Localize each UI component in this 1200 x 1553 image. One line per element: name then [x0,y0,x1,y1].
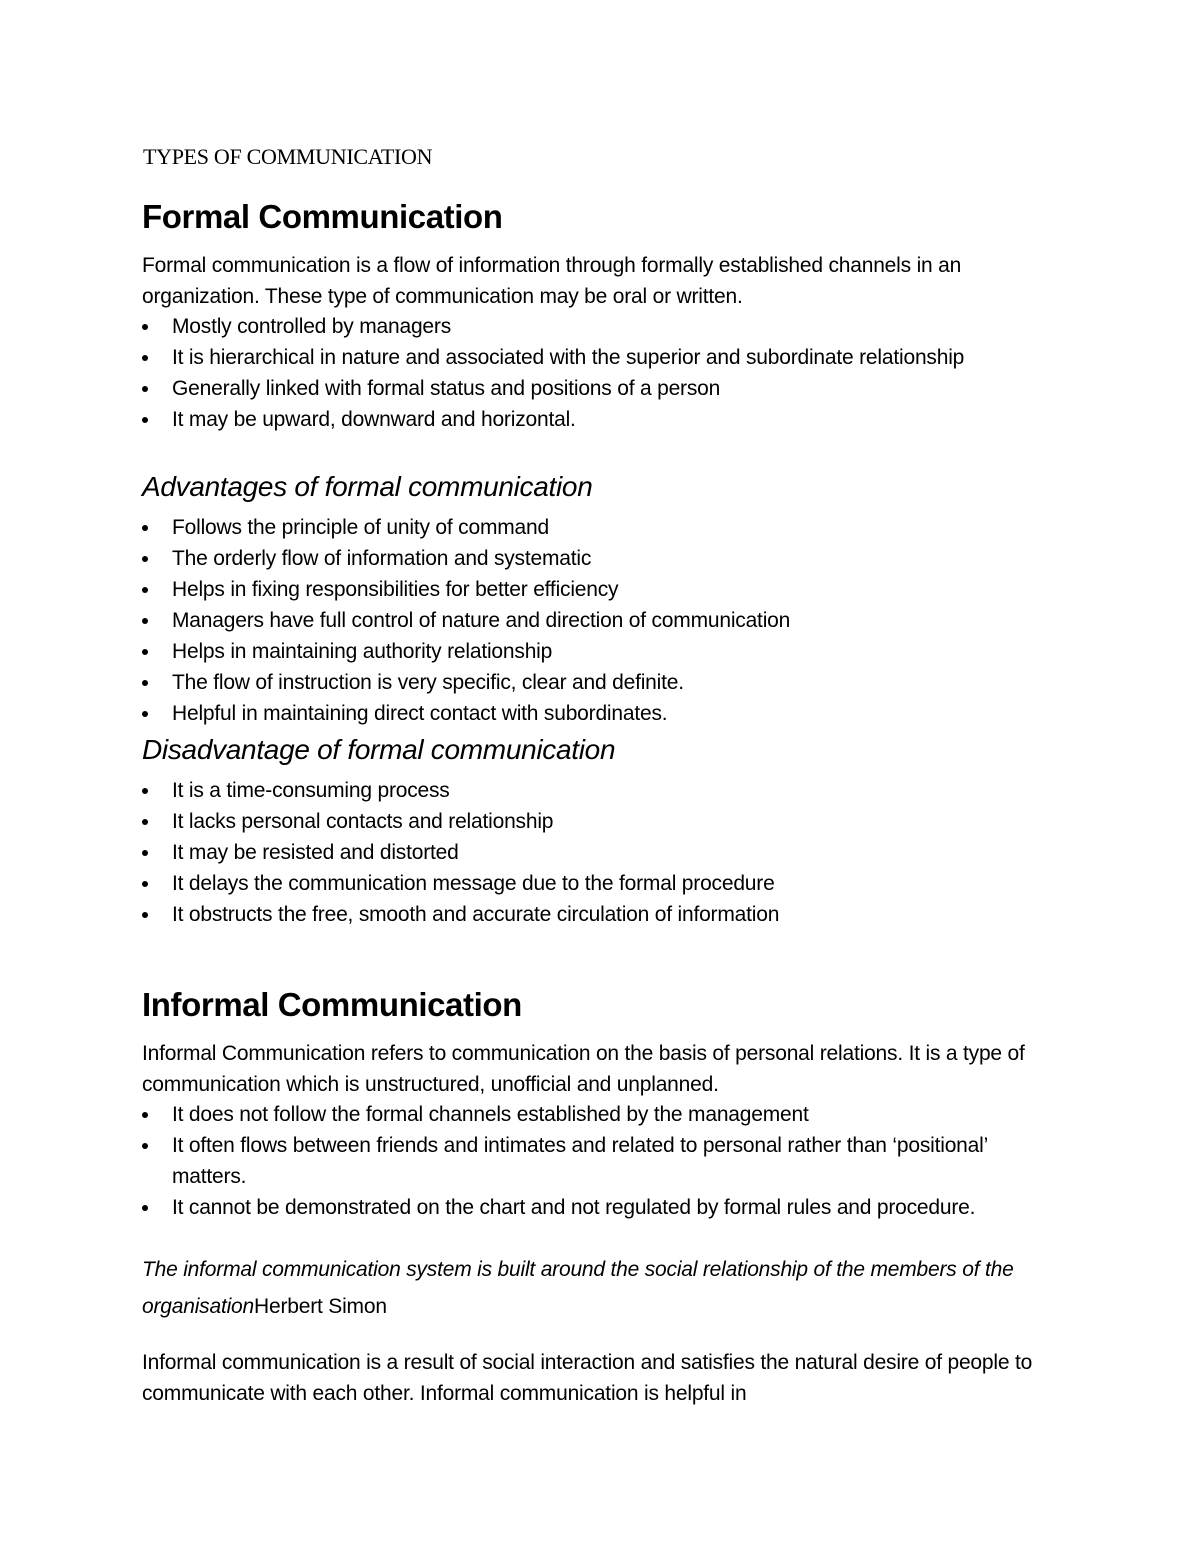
bullet-icon [142,850,148,856]
bullet-icon [142,556,148,562]
bullet-icon [142,711,148,717]
document-title: TYPES OF COMMUNICATION [143,144,433,169]
list-item: It cannot be demonstrated on the chart and not regulated by formal rules and procedure. [0,1192,1002,1223]
bullet-icon [142,417,148,423]
disadvantages-heading: Disadvantage of formal communication [142,734,616,765]
bullet-icon [142,618,148,624]
list-item: It lacks personal contacts and relationship [0,806,1002,837]
list-item: Helps in fixing responsibilities for better efficiency [0,574,1002,605]
bullet-icon [142,587,148,593]
bullet-icon [142,386,148,392]
bullet-icon [142,788,148,794]
list-item: It is a time-consuming process [0,775,1002,806]
list-item: It delays the communication message due to the formal procedure [0,868,1002,899]
list-item: It may be resisted and distorted [0,837,1002,868]
bullet-icon [142,525,148,531]
list-item: Generally linked with formal status and positions of a person [0,373,1002,404]
list-item: Helps in maintaining authority relationship [0,636,1002,667]
list-item: Follows the principle of unity of command [0,512,1002,543]
informal-intro-paragraph: Informal Communication refers to communication on the basis of personal relations. It is a type of communication which is unstructured, unofficial and unplanned. [142,1042,1025,1096]
bullet-icon [142,1143,148,1149]
bullet-icon [142,680,148,686]
advantages-list [0,512,1002,729]
bullet-icon [142,912,148,918]
list-item: It often flows between friends and intimates and related to personal rather than ‘positional’ matters. [0,1130,1002,1192]
list-item: The flow of instruction is very specific, clear and definite. [0,667,1002,698]
informal-communication-heading: Informal Communication [142,986,522,1023]
bullet-icon [142,355,148,361]
formal-intro-paragraph: Formal communication is a flow of information through formally established channels in an organization. These type of communication may be oral or written. [142,254,962,308]
list-item: Mostly controlled by managers [0,311,1002,342]
bullet-icon [142,649,148,655]
bullet-icon [142,881,148,887]
herbert-simon-quote [142,1251,1042,1325]
formal-communication-heading: Formal Communication [142,198,503,235]
bullet-icon [142,819,148,825]
quote-text: The informal communication system is built around the social relationship of the members of the organisation [142,1258,1014,1318]
disadvantages-list [0,775,1002,930]
list-item: It does not follow the formal channels established by the management [0,1099,1002,1130]
list-item: It may be upward, downward and horizontal. [0,404,1002,435]
informal-characteristics-list [0,1099,1002,1223]
list-item: The orderly flow of information and systematic [0,543,1002,574]
list-item: It is hierarchical in nature and associated with the superior and subordinate relationship [0,342,1002,373]
list-item: Helpful in maintaining direct contact with subordinates. [0,698,1002,729]
informal-closing-paragraph: Informal communication is a result of social interaction and satisfies the natural desire of people to communicate with each other. Informal communication is helpful in [142,1351,1033,1405]
bullet-icon [142,324,148,330]
advantages-heading: Advantages of formal communication [142,471,593,502]
quote-author: Herbert Simon [254,1295,387,1318]
bullet-icon [142,1112,148,1118]
bullet-icon [142,1205,148,1211]
list-item: It obstructs the free, smooth and accurate circulation of information [0,899,1002,930]
list-item: Managers have full control of nature and direction of communication [0,605,1002,636]
formal-characteristics-list [0,311,1002,435]
